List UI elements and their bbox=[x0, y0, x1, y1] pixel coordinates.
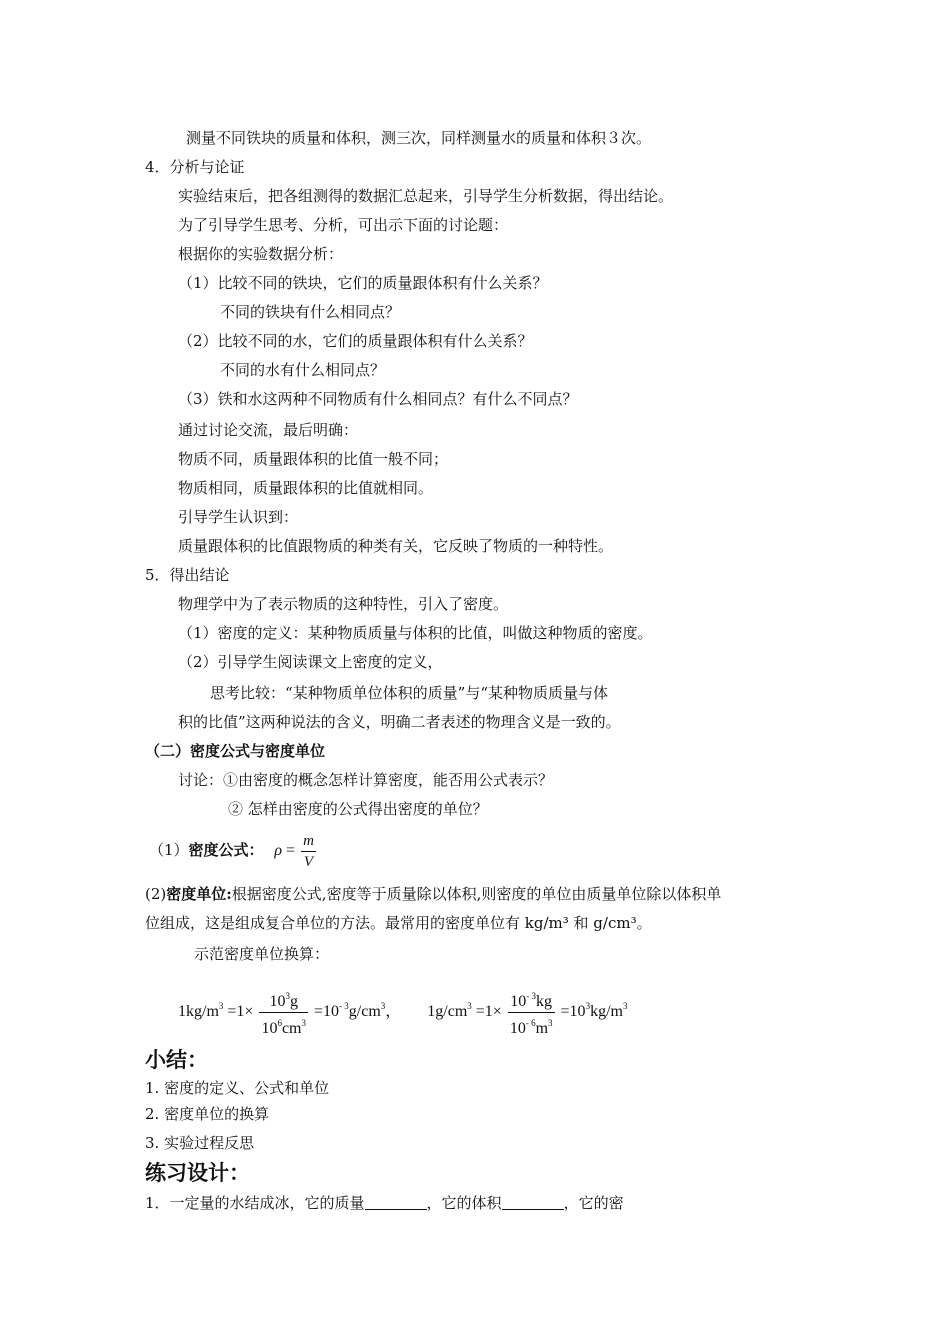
text-line: 物质不同，质量跟体积的比值一般不同； bbox=[178, 450, 449, 468]
conv2-res-exp: 3 bbox=[585, 1001, 591, 1011]
discussion-line: ② 怎样由密度的公式得出密度的单位？ bbox=[228, 800, 488, 818]
density-formula-line bbox=[149, 832, 318, 871]
conv2-eq2: =10 bbox=[560, 1003, 586, 1020]
volume-symbol: V bbox=[303, 854, 314, 870]
text-line: 思考比较：“某种物质单位体积的质量”与“某种物质质量与体 bbox=[210, 684, 609, 702]
conv2-num: 10 bbox=[510, 992, 527, 1010]
conv1-den: 10 bbox=[261, 1019, 278, 1037]
summary-heading: 小结： bbox=[145, 1048, 208, 1072]
discussion-line: 讨论：①由密度的概念怎样计算密度，能否用公式表示？ bbox=[178, 771, 554, 789]
conv1-den-unit: cm bbox=[281, 1019, 302, 1037]
text-line: 积的比值”这两种说法的含义，明确二者表述的物理含义是一致的。 bbox=[178, 713, 621, 731]
formula-fraction bbox=[301, 832, 316, 871]
text-line: 通过讨论交流，最后明确： bbox=[178, 421, 359, 439]
conv1-lhs: 1kg/m bbox=[178, 1003, 219, 1020]
conv1-num-unit: g bbox=[289, 992, 298, 1010]
question-text: ，它的体积 bbox=[426, 1194, 502, 1212]
unit-text: 根据密度公式,密度等于质量除以体积,则密度的单位由质量单位除以体积单 bbox=[231, 885, 722, 903]
summary-item: 1. 密度的定义、公式和单位 bbox=[145, 1079, 330, 1097]
text-line: （1）密度的定义：某种物质质量与体积的比值，叫做这种物质的密度。 bbox=[178, 624, 653, 642]
conv1-eq1: =1× bbox=[227, 1003, 254, 1020]
section-heading: 4．分析与论证 bbox=[145, 158, 245, 176]
question-text: ，它的密 bbox=[563, 1194, 624, 1212]
conv1-fraction bbox=[259, 987, 308, 1038]
text-line: （2）引导学生阅读课文上密度的定义， bbox=[178, 653, 443, 671]
text-line: 物理学中为了表示物质的这种特性，引入了密度。 bbox=[178, 595, 509, 613]
conv1-num: 10 bbox=[269, 992, 286, 1010]
unit-label: 密度单位: bbox=[166, 885, 232, 903]
unit-paragraph-line bbox=[145, 884, 721, 904]
unit-prefix: (2) bbox=[145, 885, 167, 903]
conv2-lhs: 1g/cm bbox=[427, 1003, 468, 1020]
conv1-sep: ， bbox=[385, 1003, 402, 1020]
conv1-num-exp: 3 bbox=[285, 990, 290, 1001]
conv2-num-exp: - 3 bbox=[526, 990, 537, 1001]
conv2-lhs-exp: 3 bbox=[467, 1001, 472, 1011]
conv1-den-exp: 6 bbox=[277, 1017, 282, 1028]
text-line: 实验结束后，把各组测得的数据汇总起来，引导学生分析数据，得出结论。 bbox=[178, 187, 674, 205]
equals-sign: = bbox=[286, 842, 296, 860]
question-line: 不同的水有什么相同点？ bbox=[220, 361, 386, 379]
conv1-res-exp: - 3 bbox=[339, 1001, 349, 1011]
conv1 bbox=[178, 990, 405, 1037]
density-formula bbox=[274, 833, 318, 870]
text-line: 物质相同，质量跟体积的比值就相同。 bbox=[178, 479, 434, 497]
formula-label: 密度公式： bbox=[188, 841, 264, 860]
practice-question bbox=[145, 1193, 624, 1213]
conv2 bbox=[427, 990, 628, 1037]
answer-blank[interactable] bbox=[502, 1195, 564, 1210]
part-heading: （二）密度公式与密度单位 bbox=[145, 742, 326, 760]
text-line: 为了引导学生思考、分析，可出示下面的讨论题： bbox=[178, 216, 509, 234]
rho-symbol: ρ bbox=[274, 842, 283, 860]
text-line: 根据你的实验数据分析： bbox=[178, 245, 344, 263]
question-line: （3）铁和水这两种不同物质有什么相同点？有什么不同点？ bbox=[178, 390, 578, 408]
conv2-den: 10 bbox=[509, 1019, 526, 1037]
text-line: 示范密度单位换算： bbox=[194, 945, 330, 963]
text-line: 质量跟体积的比值跟物质的种类有关，它反映了物质的一种特性。 bbox=[178, 537, 614, 555]
formula-prefix: （1） bbox=[149, 841, 189, 860]
conv2-den-unit: m bbox=[535, 1019, 549, 1037]
practice-heading: 练习设计： bbox=[145, 1161, 250, 1185]
conv2-res-unit: kg/m bbox=[590, 1003, 623, 1020]
answer-blank[interactable] bbox=[365, 1195, 427, 1210]
question-line: 不同的铁块有什么相同点？ bbox=[220, 303, 401, 321]
summary-item: 3. 实验过程反思 bbox=[145, 1134, 255, 1152]
text-line: 引导学生认识到： bbox=[178, 508, 299, 526]
section-heading: 5．得出结论 bbox=[145, 566, 230, 584]
unit-paragraph-line: 位组成，这是组成复合单位的方法。最常用的密度单位有 kg/m³ 和 g/cm³。 bbox=[145, 914, 652, 932]
conv2-fraction bbox=[508, 987, 555, 1038]
conv1-lhs-exp: 3 bbox=[218, 1001, 224, 1011]
conv2-res-unit-exp: 3 bbox=[622, 1001, 628, 1011]
question-line: （2）比较不同的水，它们的质量跟体积有什么关系？ bbox=[178, 332, 533, 350]
conv1-res-unit-exp: 3 bbox=[380, 1001, 386, 1011]
conv1-res-unit: g/cm bbox=[348, 1003, 381, 1020]
summary-item: 2. 密度单位的换算 bbox=[145, 1105, 270, 1123]
unit-conversion-equation bbox=[178, 986, 627, 1038]
conv2-eq1: =1× bbox=[475, 1003, 502, 1020]
conv2-den-unit-exp: 3 bbox=[548, 1017, 553, 1028]
conv2-num-unit: kg bbox=[536, 992, 553, 1010]
conv1-eq2: =10 bbox=[313, 1003, 340, 1020]
conv2-den-exp: - 6 bbox=[525, 1017, 536, 1028]
question-line: （1）比较不同的铁块，它们的质量跟体积有什么关系？ bbox=[178, 274, 548, 292]
mass-symbol: m bbox=[301, 832, 316, 852]
conv1-den-unit-exp: 3 bbox=[301, 1017, 306, 1028]
question-text: 1．一定量的水结成冰，它的质量 bbox=[145, 1194, 365, 1212]
text-line: 测量不同铁块的质量和体积，测三次，同样测量水的质量和体积３次。 bbox=[186, 129, 652, 147]
